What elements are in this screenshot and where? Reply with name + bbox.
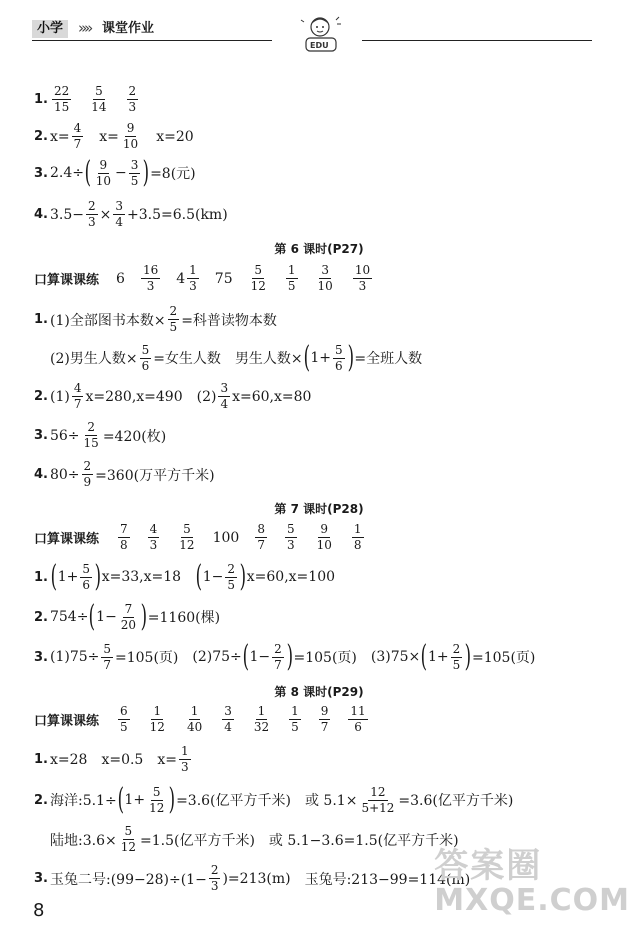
lesson-8-q1: 1. x=28 x=0.5 x= $\frac{1}{3}$ [34, 744, 189, 774]
answer-1 [34, 85, 140, 114]
oral-answer: $\frac{5}{3}$ [286, 522, 295, 552]
section-title-lesson-6: 第 6 课时(P27) [274, 242, 364, 256]
fraction: $\frac{5}{14}$ [91, 84, 107, 114]
oral-label: 口算课课练 [34, 273, 100, 288]
oral-practice-lesson-7 [34, 523, 373, 552]
fraction: $\frac{22}{15}$ [53, 84, 70, 114]
oral-answer: 4 $\frac{1}{3}$ [176, 263, 197, 293]
double-chevron-icon: »» [78, 19, 91, 37]
oral-answer: 75 [214, 270, 233, 287]
lesson-8-q3: 3. 玉兔二号:(99−28)÷(1− $\frac{2}{3}$ )=213(m) 玉兔号:213−99=114(m) [34, 863, 471, 893]
oral-answer: $\frac{3}{4}$ [224, 704, 232, 734]
header-rule-left [32, 40, 272, 41]
section-title-lesson-8: 第 8 课时(P29) [274, 685, 364, 699]
oral-answer: $\frac{9}{10}$ [316, 522, 332, 552]
oral-answer: $\frac{8}{7}$ [257, 522, 265, 552]
lesson-6-q4: 4. 80÷ $\frac{2}{9}$ =360(万平方千米) [34, 459, 215, 489]
watermark-logo-text: 答案圈 [434, 846, 543, 886]
page-number: 8 [33, 900, 45, 921]
oral-answer: $\frac{3}{10}$ [317, 263, 333, 293]
oral-label: 口算课课练 [34, 714, 100, 729]
fraction: $\frac{2}{3}$ [128, 84, 137, 114]
oral-answer: $\frac{1}{32}$ [253, 704, 270, 734]
oral-answer: $\frac{1}{5}$ [287, 263, 296, 293]
oral-answer: $\frac{6}{5}$ [120, 704, 128, 734]
oral-answer: $\frac{7}{8}$ [120, 522, 128, 552]
oral-answer: $\frac{1}{5}$ [291, 704, 299, 734]
oral-answer: $\frac{10}{3}$ [354, 263, 371, 293]
oral-answer: $\frac{1}{12}$ [149, 704, 165, 734]
mascot-icon [300, 14, 346, 58]
lesson-7-q1: 1. ( 1+ $\frac{5}{6}$ ) x=33,x=18 ( 1− $\frac{2}{5}$ ) x=60,x=100 [34, 559, 336, 594]
svg-text:EDU: EDU [310, 41, 329, 50]
page-header [32, 14, 592, 54]
section-title-lesson-7: 第 7 课时(P28) [274, 502, 364, 516]
oral-practice-lesson-6 [34, 264, 381, 293]
item-number: 1. [34, 92, 48, 107]
lesson-7-q3: 3. (1)75÷ $\frac{5}{7}$ =105(页) (2)75÷ ( 1− $\frac{2}{7}$ ) =105(页) (3)75× ( 1+ $\frac{2}{5}$ ) =105(页) [34, 639, 536, 674]
oral-answer: $\frac{5}{12}$ [250, 263, 266, 293]
watermark [434, 838, 630, 918]
lesson-6-q2: 2. (1) $\frac{4}{7}$ x=280,x=490 (2) $\frac{3}{4}$ x=60,x=80 [34, 381, 312, 411]
oral-answer: $\frac{11}{6}$ [350, 704, 366, 734]
oral-answer: $\frac{16}{3}$ [142, 263, 159, 293]
lesson-6-q1-a: 1. (1)全部图书本数× $\frac{2}{5}$ =科普读物本数 [34, 304, 277, 334]
watermark-url: MXQE.COM [434, 883, 630, 918]
lesson-6-q3: 3. 56÷ $\frac{2}{15}$ =420(枚) [34, 420, 167, 450]
oral-answer: $\frac{5}{12}$ [179, 522, 195, 552]
oral-answer: $\frac{9}{7}$ [320, 704, 329, 734]
answer-2: 2. x= $\frac{4}{7}$ x= $\frac{9}{10}$ x=20 [34, 121, 194, 151]
oral-answer: 100 [212, 529, 240, 546]
oral-label: 口算课课练 [34, 532, 100, 547]
oral-answer: $\frac{4}{3}$ [149, 522, 158, 552]
oral-answer: $\frac{1}{8}$ [353, 522, 362, 552]
oral-answer: 6 [116, 270, 125, 287]
header-title: 课堂作业 [102, 21, 155, 36]
oral-practice-lesson-8 [34, 705, 377, 734]
header-rule-right [362, 40, 592, 41]
lesson-8-q2-land: 陆地:3.6× $\frac{5}{12}$ =1.5(亿平方千米) 或 5.1−3.6=1.5(亿平方千米) [50, 824, 459, 854]
lesson-6-q1-b: (2)男生人数× $\frac{5}{6}$ =女生人数 男生人数× ( 1+ $\frac{5}{6}$ ) =全班人数 [50, 340, 423, 375]
oral-answer: $\frac{1}{40}$ [186, 704, 203, 734]
level-badge: 小学 [32, 20, 68, 38]
answer-4: 4. 3.5− $\frac{2}{3}$ × $\frac{3}{4}$ +3.5=6.5(km) [34, 199, 228, 229]
lesson-7-q2: 2. 754÷ ( 1− $\frac{7}{20}$ ) =1160(棵) [34, 599, 221, 634]
answer-3: 3. 2.4÷ ( $\frac{9}{10}$ − $\frac{3}{5}$ ) =8(元) [34, 155, 196, 190]
lesson-8-q2-ocean: 2. 海洋:5.1÷ ( 1+ $\frac{5}{12}$ ) =3.6(亿平方千米) 或 5.1× $\frac{12}{5+12}$ =3.6(亿平方千米) [34, 782, 514, 817]
